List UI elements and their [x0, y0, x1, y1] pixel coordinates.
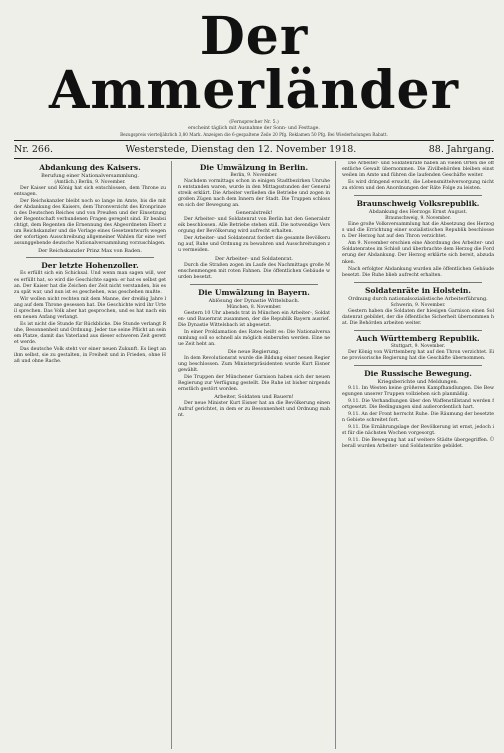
article-paragraph: Die Truppen der Münchener Garnison haben sich der neuen Regierung zur Verfügung gestellt. Die Ruhe ist bisher nirgends ernstlich gestört worden.: [178, 375, 330, 393]
column-1: [14, 161, 172, 749]
article-headline: Die Russische Bewegung.: [364, 368, 472, 378]
article-subheading: Kriegsberichte und Meldungen.: [377, 378, 459, 385]
dateline: [14, 143, 494, 156]
article-headline: Abdankung des Kaisers.: [39, 163, 141, 172]
article-separator: [354, 282, 482, 283]
article-paragraph: Der Kaiser und König hat sich entschlossen, dem Throne zu entsagen.: [14, 186, 166, 198]
article-paragraph: Der König von Württemberg hat auf den Thron verzichtet. Eine provisorische Regierung hat die Geschäfte übernommen.: [342, 349, 494, 361]
article-subheading: Generalstreik!: [235, 210, 273, 217]
article-signature: Der Reichskanzler Prinz Max von Baden.: [38, 248, 142, 255]
article-paragraph: 9.11. Die Ernährungslage der Bevölkerung ist ernst, jedoch ist für die nächsten Wochen vorgesorgt.: [342, 425, 494, 437]
article-paragraph: Nach erfolgter Abdankung wurden alle öffentlichen Gebäude besetzt. Die Ruhe blieb aufrecht erhalten.: [342, 266, 494, 278]
article-paragraph: In einer Proklamation des Rates heißt es: Die Nationalversammlung soll so schnell als möglich einberufen werden. Eine neue Zeit hebt an.: [178, 329, 330, 347]
article-paragraph: Wir wollen nicht rechten mit dem Manne, der dreißig Jahre lang auf dem Throne gesessen hat. Die Geschichte wird ihr Urteil sprechen. Das Volk aber hat gesprochen, und es hat nach einem neuen Anfang verlangt.: [14, 296, 166, 320]
article-paragraph: Der Arbeiter- und Soldatenrat von Berlin hat den Generalstreik beschlossen. Alle Betriebe stehen still. Die notwendige Versorgung der Bevölkerung wird aufrecht erhalten.: [178, 217, 330, 235]
article-subheading: Der Arbeiter- und Soldatenrat.: [215, 255, 293, 262]
column-3: [342, 161, 494, 749]
article-separator: [26, 257, 154, 258]
article-headline: Die Umwälzung in Berlin.: [199, 163, 309, 172]
article-subheading: Berufung einer Nationalversammlung.: [41, 173, 139, 179]
article-paragraph: Es wird dringend ersucht, die Lebensmittelversorgung nicht zu stören und den Anordnungen der Räte Folge zu leisten.: [342, 180, 494, 192]
article-paragraph: In dem Revolutionsrat wurde die Bildung einer neuen Regierung beschlossen. Zum Ministerpräsidenten wurde Kurt Eisner gewählt.: [178, 355, 330, 374]
subtitle-line: erscheint täglich mit Ausnahme der Sonn- und Festtage.: [188, 126, 320, 131]
article-separator: [354, 195, 482, 196]
article-headline: Die Umwälzung in Bayern.: [198, 287, 310, 297]
article-subheading: Die neue Regierung.: [227, 348, 281, 355]
article-paragraph: 9.11. An der Front herrscht Ruhe. Die Räumung der besetzten Gebiete schreitet fort.: [342, 412, 494, 424]
article-paragraph: Es erfüllt sich ein Schicksal. Und wenn man sagen will, wer es erfüllt hat, so wird die Geschichte sagen: er hat es selbst getan. Der Kaiser hat die Zeichen der Zeit nicht verstanden, bis es zu spät war, und nun ist es geschehen, was geschehen mußte.: [14, 271, 166, 295]
article-headline: Braunschweig Volksrepublik.: [356, 199, 480, 209]
article-paragraph: Durch die Straßen zogen im Laufe des Nachmittags große Menschenmengen mit roten Fahnen. Die öffentlichen Gebäude wurden besetzt.: [178, 262, 330, 280]
article-paragraph: Am 9. November erschien eine Abordnung des Arbeiter- und Soldatenrates im Schloß und überbrachte dem Herzog die Forderung der Abdankung. Der Herzog erklärte sich bereit, abzudanken.: [342, 241, 494, 265]
article-separator: [190, 284, 318, 285]
article-subheading: Arbeiter, Soldaten und Bauern!: [214, 394, 294, 401]
place-date: Westerstede, Dienstag den 12. November 1918.: [125, 144, 357, 155]
article-paragraph: Es ist nicht die Stunde für Rückblicke. Die Stunde verlangt Ruhe, Besonnenheit und Ordnung. Jeder tue seine Pflicht an seinem Platze, damit das Vaterland aus dieser schweren Zeit gerettet werde.: [14, 321, 166, 345]
article-subheading: Ordnung durch nationalsozialistische Arbeiterführung.: [348, 295, 488, 302]
article-dateline: Braunschweig, 9. November.: [385, 216, 451, 222]
volume-number: 88. Jahrgang.: [428, 144, 494, 155]
article-paragraph: Der neue Minister Kurt Eisner hat an die Bevölkerung einen Aufruf gerichtet, in dem er zu Besonnenheit und Ordnung mahnt.: [178, 401, 330, 419]
article-paragraph: Der Reichskanzler bleibt noch so lange im Amte, bis die mit der Abdankung des Kaisers, dem Thronverzicht des Kronprinzen des Deutschen Reiches und von Preußen und der Einsetzung der Regentschaft verbundenen Fragen geregelt sind. Er beabsichtigt, dem Regenten die Ernennung des Abgeordneten Ebert zum Reichskanzler und die Vorlage eines Gesetzentwurfs wegen der sofortigen Ausschreibung allgemeiner Wahlen für eine verfassunggebende deutsche Nationalversammlung vorzuschlagen.: [14, 199, 166, 247]
subtitle-line: Bezugspreis vierteljährlich 3,80 Mark. Anzeigen die 6-gespaltene Zeile 20 Pfg. Reklamen 50 Pfg. Bei Wiederholungen Rabatt.: [120, 132, 388, 137]
article-dateline: Schwerin, 9. November.: [390, 302, 446, 308]
masthead-subtitle: [14, 120, 494, 138]
article-subheading: Ablösung der Dynastie Wittelsbach.: [208, 297, 300, 304]
article-dateline: München, 8. November.: [226, 304, 282, 310]
article-paragraph: 9.11. Die Bewegung hat auf weitere Städte übergegriffen. Überall wurden Arbeiter- und Soldatenräte gebildet.: [342, 438, 494, 450]
column-2: [178, 161, 336, 749]
divider: [14, 140, 494, 141]
article-headline: Auch Württemberg Republik.: [356, 333, 480, 343]
article-paragraph: Eine große Volksversammlung hat die Absetzung des Herzogs und die Errichtung einer sozialistischen Republik beschlossen. Der Herzog hat auf den Thron verzichtet.: [342, 222, 494, 240]
article-headline: Der letzte Hohenzoller.: [41, 261, 139, 271]
article-paragraph: Das deutsche Volk steht vor einer neuen Zukunft. Es liegt an ihm selbst, sie zu gestalten, in Freiheit und in Frieden, ohne Haß und ohne Rache.: [14, 347, 166, 365]
divider: [14, 158, 494, 159]
issue-number: Nr. 266.: [14, 144, 54, 155]
article-dateline: Stuttgart, 9. November.: [390, 343, 446, 349]
masthead-title: Der Ammerländer: [49, 6, 459, 121]
article-columns: [14, 161, 494, 749]
article-paragraph: Gestern 10 Uhr abends trat in München ein Arbeiter-, Soldaten- und Bauernrat zusammen, der die Republik Bayern ausrief. Die Dynastie Wittelsbach ist abgesetzt.: [178, 310, 330, 328]
article-dateline: (Amtlich.) Berlin, 9. November.: [54, 180, 126, 185]
article-paragraph: 9.11. Im Westen keine größeren Kampfhandlungen. Die Bewegungen unserer Truppen vollziehen sich planmäßig.: [342, 385, 494, 397]
article-paragraph: Nachdem vormittags schon in einigen Stadtbezirken Unruhen entstanden waren, wurde in den Mittagsstunden der Generalstreik erklärt. Die Arbeiter verließen die Betriebe und zogen in großen Zügen nach dem Innern der Stadt. Die Truppen schlossen sich der Bewegung an.: [178, 179, 330, 209]
article-separator: [354, 330, 482, 331]
article-paragraph: 9.11. Die Verhandlungen über den Waffenstillstand werden fortgesetzt. Die Bedingungen sind außerordentlich hart.: [342, 398, 494, 411]
article-subheading: Abdankung des Herzogs Ernst August.: [368, 209, 468, 216]
article-paragraph: Gestern haben die Soldaten der hiesigen Garnison einen Soldatenrat gebildet, der die öffentliche Sicherheit übernommen hat. Die Behörden arbeiten weiter.: [342, 308, 494, 326]
article-paragraph: Die Arbeiter- und Soldatenräte haben an vielen Orten die öffentliche Gewalt übernommen. Die Zivilbehörden bleiben einstweilen im Amte und führen die laufenden Geschäfte weiter.: [342, 161, 494, 179]
subtitle-line: (Fernsprecher Nr. 5.): [229, 120, 279, 125]
article-separator: [354, 365, 482, 366]
article-dateline: Berlin, 9. November.: [230, 173, 278, 178]
article-headline: Soldatenräte in Holstein.: [365, 285, 471, 295]
article-paragraph: Der Arbeiter- und Soldatenrat fordert die gesamte Bevölkerung auf, Ruhe und Ordnung zu bewahren und Ausschreitungen zu vermeiden.: [178, 236, 330, 254]
